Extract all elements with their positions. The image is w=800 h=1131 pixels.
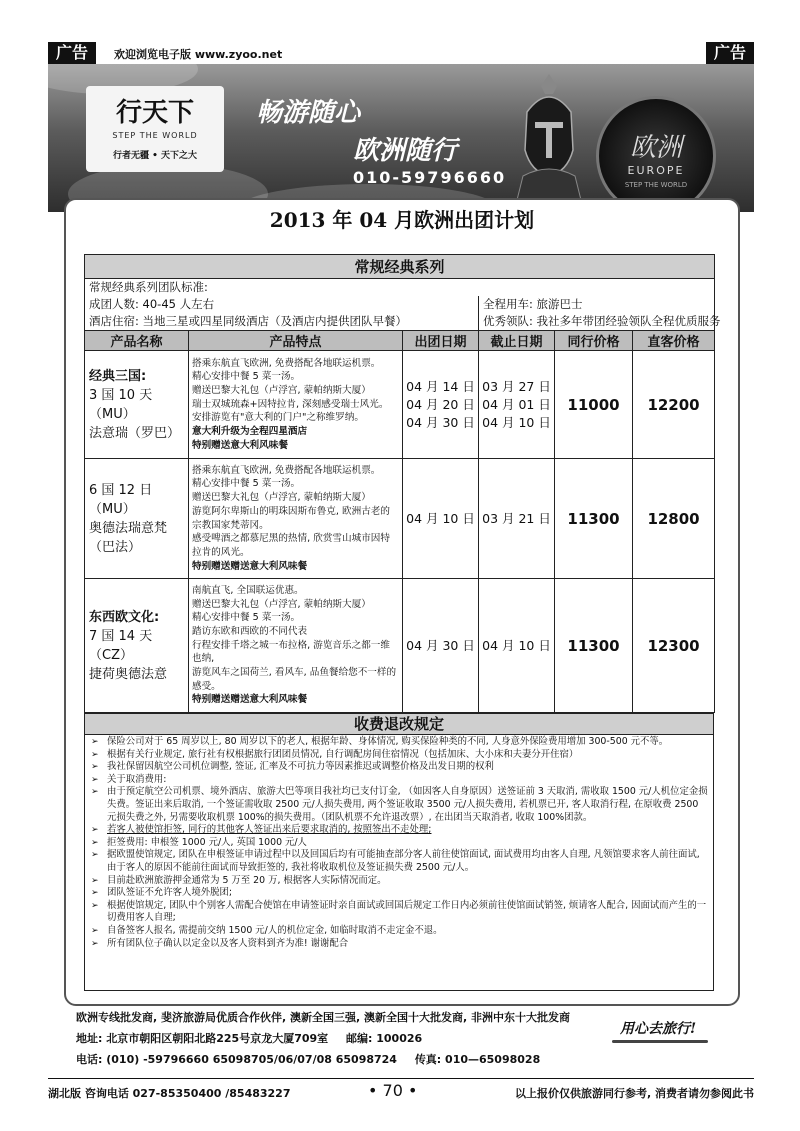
- seal-chinese-text: 欧洲: [629, 133, 682, 163]
- banner-slogan-2: 欧洲随行: [353, 136, 458, 166]
- feature-line: 游览风车之国荷兰, 看风车, 品鱼餐给您不一样的感受。: [192, 667, 397, 692]
- hotel: 酒店住宿: 当地三星或四星同级酒店（及酒店内提供团队早餐）: [85, 313, 479, 331]
- welcome-text: 欢迎浏览电子版 www.zyoo.net: [114, 48, 283, 61]
- logo-main-text: 行天下: [115, 98, 194, 128]
- deadline-dates: [479, 351, 555, 459]
- rule-item: ➢ 若客人被使馆拒签, 同行的其他客人签证出来后要求取消的, 按照签出不走处理;: [89, 824, 709, 837]
- europe-seal: [596, 96, 716, 212]
- contact-line: [76, 1049, 716, 1070]
- feature-line: 瑞士双城琉森+因特拉肯, 深刻感受瑞士风光。: [192, 398, 389, 410]
- tour-table: [84, 254, 721, 713]
- product-name-line: 法意瑞（罗巴）: [89, 425, 181, 441]
- feature-highlight: 特别赠送赠送意大利风味餐: [192, 694, 308, 706]
- depart-date: 04 月 20 日: [406, 396, 475, 412]
- depart-date: 04 月 10 日: [403, 459, 479, 579]
- banner: [48, 64, 754, 212]
- product-name-line: 7 国 14 天（CZ）: [89, 628, 153, 663]
- product-features: [189, 351, 403, 459]
- feature-line: 赠送巴黎大礼包（卢浮宫, 蒙帕纳斯大厦）: [192, 492, 371, 504]
- logo-english-text: STEP THE WORLD: [112, 131, 198, 140]
- column-header: 直客价格: [633, 331, 715, 351]
- brand-logo: [86, 86, 224, 172]
- ad-label-left: 广告: [48, 42, 96, 64]
- section-title: 常规经典系列: [85, 255, 715, 279]
- deadline-date: 04 月 01 日: [482, 396, 551, 412]
- rule-item: ➢ 团队签证不允许客人境外脱团;: [89, 887, 709, 900]
- product-name-line: 奥德法瑞意梵: [89, 520, 168, 536]
- product-name-line: 经典三国:: [89, 368, 147, 384]
- feature-line: 赠送巴黎大礼包（卢浮宫, 蒙帕纳斯大厦）: [192, 384, 371, 396]
- rule-item: ➢ 目前赴欧洲旅游押金通常为 5 万至 20 万, 根据客人实际情况而定。: [89, 875, 709, 888]
- page-number: • 70 •: [368, 1081, 418, 1100]
- depart-date: 04 月 14 日: [406, 378, 475, 394]
- rule-item: ➢ 根据使馆规定, 团队中个别客人需配合使馆在申请签证时亲自面试或回国后规定工作日内必须前往使馆面试销签, 烦请客人配合, 因面试而产生的一切费用客人自理;: [89, 900, 709, 925]
- company-tagline: 欧洲专线批发商, 斐济旅游局优质合作伙伴, 澳新全国三强, 澳新全国十大批发商, 非洲中东十大批发商: [76, 1011, 571, 1024]
- product-name: [85, 351, 189, 459]
- postcode: 邮编: 100026: [346, 1032, 423, 1045]
- rule-item: ➢ 保险公司对于 65 周岁以上, 80 周岁以下的老人, 根据年龄、身体情况, 购买保险种类的不同, 人身意外保险费用增加 300-500 元不等。: [89, 736, 709, 749]
- depart-date: 04 月 30 日: [403, 579, 479, 713]
- leader: 优秀领队: 我社多年带团经验领队全程优质服务: [479, 313, 715, 331]
- rule-item: ➢ 据欧盟使馆规定, 团队在申根签证申请过程中以及回国后均有可能抽查部分客人前往使馆面试, 面试费用均由客人自理, 凡领馆要求客人前往面试, 由于客人的原因不能前往面试而导致拒签的, 我社将收取机位及签证损失费 2500 元/人。: [89, 849, 709, 874]
- column-header: 产品特点: [189, 331, 403, 351]
- rules-list: [84, 735, 714, 991]
- ad-label-right: 广告: [706, 42, 754, 64]
- rule-item: ➢ 拒签费用: 申根签 1000 元/人, 英国 1000 元/人: [89, 837, 709, 850]
- product-name-line: 东西欧文化:: [89, 609, 160, 625]
- direct-price: 12300: [633, 579, 715, 713]
- feature-line: 搭乘东航直飞欧洲, 免费搭配各地联运机票。: [192, 464, 381, 476]
- rule-item: ➢ 我社保留因航空公司机位调整, 签证, 汇率及不可抗力等因素推迟或调整价格及出发日期的权利: [89, 761, 709, 774]
- company-footer: [76, 1007, 716, 1070]
- table-row: [85, 351, 715, 459]
- seal-english-text: EUROPE: [627, 164, 685, 177]
- depart-dates: [403, 351, 479, 459]
- rules-title: 收费退改规定: [84, 713, 714, 735]
- feature-line: 感受啤酒之都慕尼黑的热情, 欣赏雪山城市因特拉肯的风光。: [192, 533, 390, 558]
- feature-line: 踏访东欧和西欧的不同代表: [192, 625, 308, 637]
- column-header: 产品名称: [85, 331, 189, 351]
- fax-number: 传真: 010—65098028: [414, 1053, 541, 1066]
- logo-slogan: 行者无疆 • 天下之大: [112, 151, 198, 161]
- product-name: [85, 579, 189, 713]
- rule-item: ➢ 由于预定航空公司机票、境外酒店、旅游大巴等项目我社均已支付订金, （如因客人自身原因）送签证前 3 天取消, 需收取 1500 元/人机位定金损失费。签证出来后取消, 一个签证需收取 2500 元/人损失费用, 两个签证收取 3500 元/人损失费用, 若机票已开, 客人取消行程, 在原收费 2500 元损失费之外, 另需要收取机票 100%的损失费用。（团队机票不允许退改票）, 在出团当天取消者, 收取 100%团款。: [89, 786, 709, 824]
- edition-contact: 湖北版 咨询电话 027-85350400 /85483227: [48, 1087, 291, 1100]
- phone-numbers: 电话: (010) -59796660 65098705/06/07/08 65098724: [76, 1053, 397, 1066]
- deadline-date: 04 月 10 日: [482, 414, 551, 430]
- trade-price: 11000: [555, 351, 633, 459]
- feature-line: 赠送巴黎大礼包（卢浮宫, 蒙帕纳斯大厦）: [192, 598, 371, 610]
- product-name-line: （巴法）: [89, 539, 142, 555]
- column-headers: [85, 331, 715, 351]
- feature-line: 南航直飞, 全国联运优惠。: [192, 584, 304, 596]
- rule-item: ➢ 所有团队位子确认以定金以及客人资料到齐为准! 谢谢配合: [89, 938, 709, 951]
- address: 地址: 北京市朝阳区朝阳北路225号京龙大厦709室: [76, 1032, 329, 1045]
- feature-line: 精心安排中餐 5 菜一汤。: [192, 612, 301, 624]
- product-name: [85, 459, 189, 579]
- table-row: [85, 459, 715, 579]
- column-header: 出团日期: [403, 331, 479, 351]
- banner-slogan-1: 畅游随心: [256, 98, 361, 128]
- feature-highlight: 特别赠送赠送意大利风味餐: [192, 560, 308, 572]
- deadline-date: 03 月 21 日: [479, 459, 555, 579]
- top-bar: [48, 42, 754, 64]
- trade-price: 11300: [555, 459, 633, 579]
- disclaimer: 以上报价仅供旅游同行参考, 消费者请勿参阅此书: [514, 1087, 754, 1100]
- product-name-line: 捷荷奥德法意: [89, 666, 168, 682]
- feature-highlight: 意大利升级为全程四星酒店: [192, 426, 308, 438]
- group-size: 成团人数: 40-45 人左右: [85, 296, 479, 313]
- signature-underline: [612, 1040, 708, 1043]
- feature-line: 行程安排千塔之城一布拉格, 游览音乐之都一维也纳,: [192, 639, 390, 665]
- page-title: 2013 年 04 月欧洲出团计划: [269, 208, 535, 232]
- column-header: 截止日期: [479, 331, 555, 351]
- product-name-line: 3 国 10 天（MU）: [89, 387, 153, 422]
- feature-line: 游览阿尔卑斯山的明珠因斯布鲁克, 欧洲古老的宗教国家梵蒂冈。: [192, 505, 390, 531]
- bottom-bar: [48, 1080, 754, 1102]
- product-features: [189, 459, 403, 579]
- table-row: [85, 579, 715, 713]
- column-header: 同行价格: [555, 331, 633, 351]
- signature: 用心去旅行!: [620, 1021, 697, 1037]
- standard-title: 常规经典系列团队标准:: [85, 279, 715, 297]
- rule-item: ➢ 关于取消费用:: [89, 774, 709, 787]
- depart-date: 04 月 30 日: [406, 414, 475, 430]
- feature-line: 精心安排中餐 5 菜一汤。: [192, 371, 301, 383]
- rule-item: ➢ 自备签客人报名, 需提前交纳 1500 元/人的机位定金, 如临时取消不走定金不退。: [89, 925, 709, 938]
- vehicle: 全程用车: 旅游巴士: [479, 296, 715, 313]
- deadline-date: 03 月 27 日: [482, 378, 551, 394]
- warrior-helmet-icon: [513, 72, 585, 200]
- feature-line: 搭乘东航直飞欧洲, 免费搭配各地联运机票。: [192, 357, 381, 369]
- direct-price: 12200: [633, 351, 715, 459]
- banner-phone: 010-59796660: [353, 168, 507, 187]
- product-name-line: 6 国 12 日（MU）: [89, 482, 153, 517]
- direct-price: 12800: [633, 459, 715, 579]
- feature-line: 精心安排中餐 5 菜一汤。: [192, 478, 301, 490]
- rule-item: ➢ 根据有关行业规定, 旅行社有权根据旅行团团员情况, 自行调配房间住宿情况（包括加床、大小床和夫妻分开住宿）: [89, 749, 709, 762]
- deadline-date: 04 月 10 日: [479, 579, 555, 713]
- feature-line: 安排游览有"意大利的门户"之称维罗纳。: [192, 412, 364, 424]
- bottom-rule: [48, 1078, 754, 1079]
- feature-highlight: 特别赠送意大利风味餐: [192, 439, 288, 451]
- seal-ring-text: STEP THE WORLD: [624, 181, 688, 189]
- trade-price: 11300: [555, 579, 633, 713]
- product-features: [189, 579, 403, 713]
